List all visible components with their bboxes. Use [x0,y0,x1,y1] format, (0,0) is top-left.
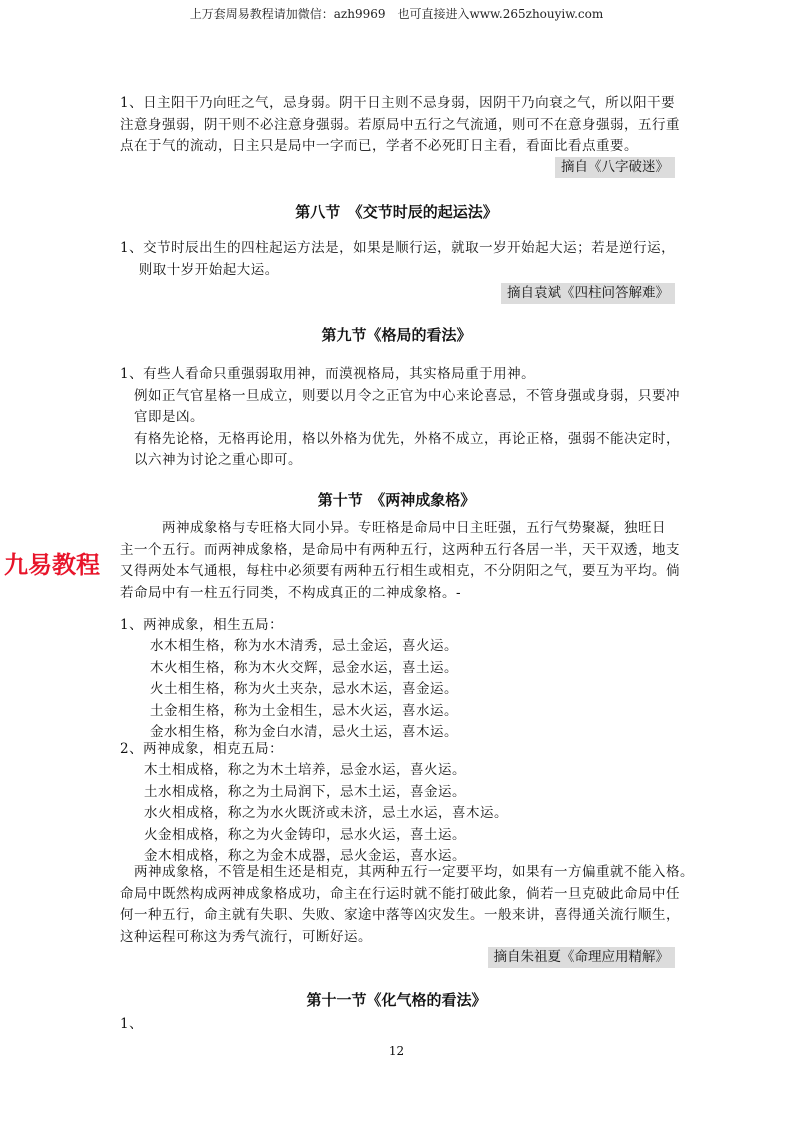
text-line: 主一个五行。而两神成象格，是命局中有两种五行，这两种五行各居一半，天干双透，地支 [120,541,680,558]
section10-intro [120,518,680,604]
text-line: 这种运程可称这为秀气流行，可断好运。 [120,928,372,945]
text-line: 1、 [120,1016,144,1032]
page-header: 上万套周易教程请加微信：azh9969 也可直接进入www.265zhouyiw.com [189,7,604,21]
section11-heading: 第十一节《化气格的看法》 [306,991,487,1009]
text-line: 点在于气的流动，日主只是局中一字而已，学者不必死盯日主看，看面比看点重要。 [120,138,638,154]
text-line: 火土相生格，称为火土夹杂，忌水木运，喜金运。 [122,681,458,697]
watermark-logo: 九易教程 [4,551,100,579]
text-line: 又得两处本气通根，每柱中必须要有两种五行相生或相克，不分阴阳之气，要互为平均。倘 [120,563,680,579]
text-line: 土水相成格，称之为土局润下，忌木土运，喜金运。 [116,783,466,800]
section8-quote: 摘自袁斌《四柱问答解难》 [501,283,675,304]
section10-group2-list [116,760,508,868]
section9-heading: 第九节《格局的看法》 [321,326,472,344]
section11-paragraph [120,1014,143,1036]
page-number: 12 [388,1044,405,1058]
text-line: 金水相生格，称为金白水清，忌火土运，喜木运。 [122,724,458,740]
text-line: 金木相成格，称之为金木成器，忌火金运，喜水运。 [116,848,466,864]
text-line: 官即是凶。 [120,409,204,425]
text-line: 注意身强弱，阴干则不必注意身强弱。若原局中五行之气流通，则可不在意身强弱，五行重 [120,116,680,133]
text-line: 1、交节时辰出生的四柱起运方法是，如果是顺行运，就取一岁开始起大运；若是逆行运， [120,240,676,256]
text-line: 水火相成格，称之为水火既济或未济，忌土水运，喜木运。 [116,805,508,821]
section10-quote: 摘自朱祖夏《命理应用精解》 [488,947,676,968]
text-line: 则取十岁开始起大运。 [120,261,279,278]
text-line: 有格先论格，无格再论用，格以外格为优先，外格不成立，再论正格，强弱不能决定时， [120,430,680,447]
text-line: 1、日主阳干乃向旺之气，忌身弱。阴干日主则不忌身弱，因阴干乃向衰之气，所以阳干要 [120,95,676,111]
section10-outro [120,862,694,948]
section8-paragraph [120,238,675,281]
section10-group1-list [122,636,458,744]
text-line: 火金相成格，称之为火金铸印，忌水火运，喜土运。 [116,826,466,843]
text-line: 例如正气官星格一旦成立，则要以月令之正官为中心来论喜忌，不管身强或身弱，只要冲 [120,387,680,404]
text-line: 1、有些人看命只重强弱取用神，而漠视格局，其实格局重于用神。 [120,366,536,382]
text-line: 两神成象格与专旺格大同小异。专旺格是命局中日主旺强，五行气势聚凝，独旺日 [120,520,666,536]
section10-group1-title: 1、两神成象，相生五局： [120,617,284,633]
text-line: 木火相生格，称为木火交辉，忌金水运，喜土运。 [122,659,458,676]
section7-quote: 摘自《八字破迷》 [555,157,675,178]
text-line: 两神成象格，不管是相生还是相克，其两种五行一定要平均，如果有一方偏重就不能入格。 [120,864,694,880]
section10-heading: 第十节 《两神成象格》 [317,491,476,509]
section10-group2-title: 2、两神成象，相克五局： [120,741,284,757]
text-line: 水木相生格，称为水木清秀，忌土金运，喜火运。 [122,638,458,654]
text-line: 命局中既然构成两神成象格成功，命主在行运时就不能打破此象，倘若一旦克破此命局中任 [120,885,680,902]
text-line: 以六神为讨论之重心即可。 [120,452,302,468]
text-line: 土金相生格，称为土金相生，忌木火运，喜水运。 [122,702,458,719]
text-line: 木土相成格，称之为木土培养，忌金水运，喜火运。 [116,762,466,778]
text-line: 若命局中有一柱五行同类，不构成真正的二神成象格。- [120,584,462,601]
section8-heading: 第八节 《交节时辰的起运法》 [295,203,498,221]
section7-paragraph [120,93,680,158]
section9-paragraph [120,364,680,472]
text-line: 何一种五行，命主就有失职、失败、家途中落等凶灾发生。一般来讲，喜得通关流行顺生， [120,907,680,923]
